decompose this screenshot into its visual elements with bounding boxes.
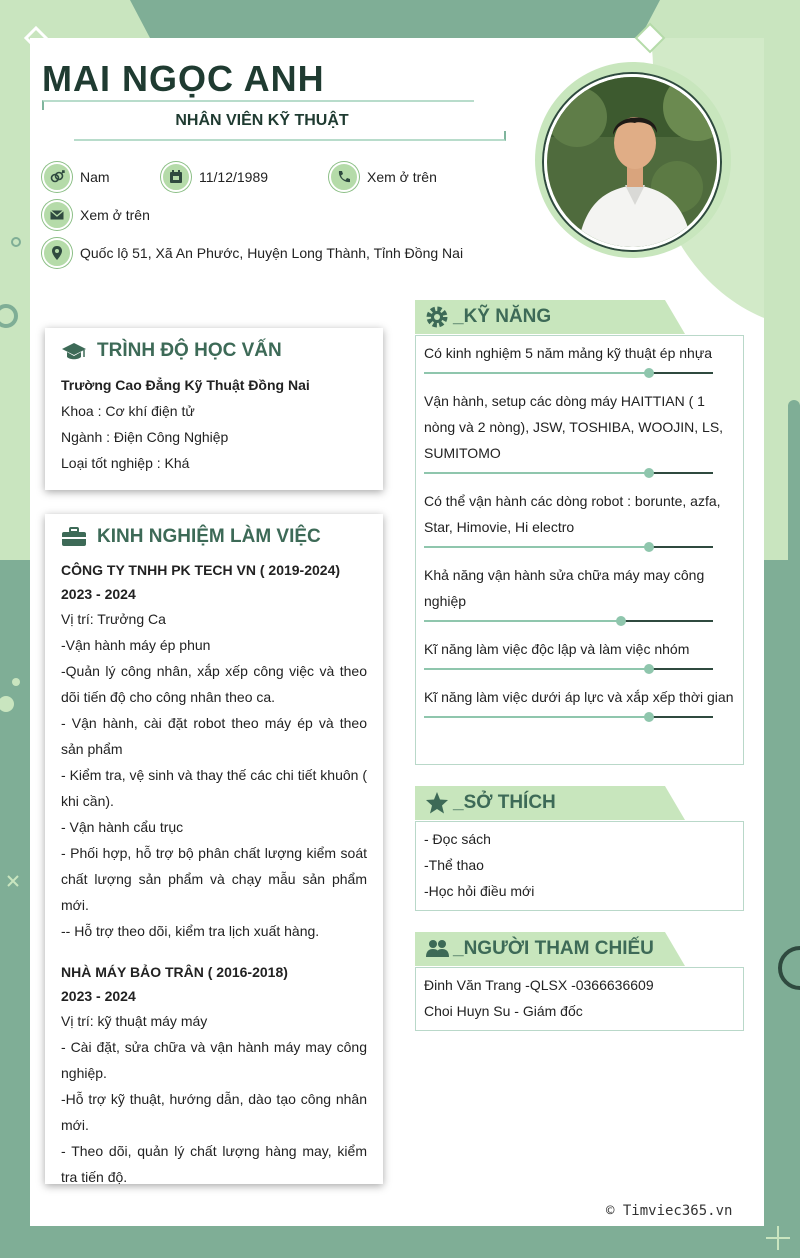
job-duty: - Cài đặt, sửa chữa và vận hành máy may công nghiệp. bbox=[61, 1039, 367, 1081]
info-email bbox=[42, 200, 150, 230]
references-header bbox=[415, 932, 744, 966]
hobbies-header bbox=[415, 786, 744, 820]
skill-label: Khả năng vận hành sửa chữa máy may công nghiệp bbox=[424, 567, 705, 609]
mail-icon bbox=[42, 200, 72, 230]
info-gender bbox=[42, 162, 110, 192]
job-duty: - Vận hành cẩu trục bbox=[61, 819, 184, 835]
info-phone bbox=[329, 162, 437, 192]
skill-bar bbox=[424, 366, 713, 380]
phone-value: Xem ở trên bbox=[367, 169, 437, 185]
skills-header bbox=[415, 300, 744, 334]
birthday-value: 11/12/1989 bbox=[199, 169, 269, 185]
job-duty: -Vận hành máy ép phun bbox=[61, 637, 211, 653]
job-duty: -- Hỗ trợ theo dõi, kiểm tra lịch xuất hàng. bbox=[61, 923, 320, 939]
education-grade: Loại tốt nghiệp : Khá bbox=[61, 455, 190, 471]
job-position: Vị trí: kỹ thuật máy máy bbox=[61, 1013, 208, 1029]
job-period: 2023 - 2024 bbox=[61, 988, 136, 1004]
job-title: NHÂN VIÊN KỸ THUẬT bbox=[175, 112, 349, 129]
references-box bbox=[415, 967, 744, 1031]
job-duty: -Quản lý công nhân, xắp xếp công việc và theo dõi tiến độ cho công nhân theo ca. bbox=[61, 663, 367, 705]
avatar bbox=[544, 74, 720, 250]
skill-bar bbox=[424, 710, 713, 724]
experience-card bbox=[45, 514, 383, 1184]
skill-bar-fill bbox=[424, 472, 649, 474]
skill-bar bbox=[424, 540, 713, 554]
star-icon bbox=[425, 791, 451, 815]
title-divider-top bbox=[42, 100, 474, 110]
skill-bar bbox=[424, 466, 713, 480]
skills-heading-text: _KỸ NĂNG bbox=[453, 306, 552, 327]
candidate-name: MAI NGỌC ANH bbox=[42, 58, 325, 99]
hobbies-heading-text: _SỞ THÍCH bbox=[453, 792, 556, 813]
job-duty: - Kiểm tra, vệ sinh và thay thế các chi tiết khuôn ( khi cần). bbox=[61, 767, 367, 809]
skill-label: Có thể vận hành các dòng robot : borunte, azfa, Star, Himovie, Hi electro bbox=[424, 493, 721, 535]
job-duty: - Vận hành, cài đặt robot theo máy ép và theo sản phẩm bbox=[61, 715, 367, 757]
experience-heading bbox=[61, 526, 367, 548]
graduation-cap-icon bbox=[61, 340, 87, 362]
skill-label: Có kinh nghiệm 5 năm mảng kỹ thuật ép nhựa bbox=[424, 345, 712, 361]
job-duty: - Theo dõi, quản lý chất lượng hàng may, kiểm tra tiến độ. bbox=[61, 1143, 367, 1185]
job-company: NHÀ MÁY BẢO TRÂN ( 2016-2018) bbox=[61, 964, 288, 980]
skill-label: Vận hành, setup các dòng máy HAITTIAN ( 1 nòng và 2 nòng), JSW, TOSHIBA, WOOJIN, LS, SUMITOMO bbox=[424, 393, 724, 461]
skill-bar-fill bbox=[424, 372, 649, 374]
skill-bar-fill bbox=[424, 716, 649, 718]
skill-bar-handle bbox=[644, 712, 654, 722]
calendar-icon bbox=[161, 162, 191, 192]
title-divider-bottom bbox=[74, 131, 506, 141]
job-position: Vị trí: Trưởng Ca bbox=[61, 611, 166, 627]
education-heading bbox=[61, 340, 367, 362]
skill-label: Kĩ năng làm việc độc lập và làm việc nhóm bbox=[424, 641, 690, 657]
references-heading bbox=[425, 937, 654, 961]
info-address bbox=[42, 238, 463, 268]
skill-bar-handle bbox=[644, 468, 654, 478]
gear-icon bbox=[425, 305, 451, 329]
email-value: Xem ở trên bbox=[80, 207, 150, 223]
users-icon bbox=[425, 937, 451, 961]
skill-bar-fill bbox=[424, 546, 649, 548]
briefcase-icon bbox=[61, 526, 87, 548]
education-school: Trường Cao Đẳng Kỹ Thuật Đồng Nai bbox=[61, 377, 310, 393]
hobby-item: - Đọc sách bbox=[424, 831, 491, 847]
reference-item: Đinh Văn Trang -QLSX -0366636609 bbox=[424, 977, 654, 993]
hobbies-heading bbox=[425, 791, 556, 815]
info-birthday bbox=[161, 162, 268, 192]
job-company: CÔNG TY TNHH PK TECH VN ( 2019-2024) bbox=[61, 562, 341, 578]
skill-bar-handle bbox=[644, 368, 654, 378]
skill-bar-handle bbox=[644, 542, 654, 552]
skill-bar bbox=[424, 662, 713, 676]
gender-value: Nam bbox=[80, 169, 110, 185]
skill-bar-handle bbox=[644, 664, 654, 674]
footer-brand: © Timviec365.vn bbox=[606, 1203, 733, 1219]
phone-icon bbox=[329, 162, 359, 192]
location-pin-icon bbox=[42, 238, 72, 268]
job-duty: - Phối hợp, hỗ trợ bộ phân chất lượng kiểm soát chất lượng sản phẩm và chạy mẫu sản phẩm mới. bbox=[61, 845, 367, 913]
education-faculty: Khoa : Cơ khí điện tử bbox=[61, 403, 195, 419]
hobby-item: -Thể thao bbox=[424, 857, 484, 873]
skill-bar-fill bbox=[424, 620, 621, 622]
gender-icon bbox=[42, 162, 72, 192]
skill-label: Kĩ năng làm việc dưới áp lực và xắp xếp thời gian bbox=[424, 689, 734, 705]
education-card bbox=[45, 328, 383, 490]
job-duty: -Hỗ trợ kỹ thuật, hướng dẫn, dào tạo công nhân mới. bbox=[61, 1091, 367, 1133]
references-heading-text: _NGƯỜI THAM CHIẾU bbox=[453, 938, 654, 959]
hobbies-box bbox=[415, 821, 744, 911]
reference-item: Choi Huyn Su - Giám đốc bbox=[424, 1003, 583, 1019]
education-heading-text: TRÌNH ĐỘ HỌC VẤN bbox=[97, 340, 282, 361]
skill-bar-handle bbox=[616, 616, 626, 626]
skills-heading bbox=[425, 305, 551, 329]
address-value: Quốc lộ 51, Xã An Phước, Huyện Long Thành, Tỉnh Đồng Nai bbox=[80, 245, 464, 261]
education-major: Ngành : Điện Công Nghiệp bbox=[61, 429, 229, 445]
skill-bar-fill bbox=[424, 668, 649, 670]
skills-box bbox=[415, 335, 744, 765]
skill-bar bbox=[424, 614, 713, 628]
hobby-item: -Học hỏi điều mới bbox=[424, 883, 535, 899]
job-period: 2023 - 2024 bbox=[61, 586, 136, 602]
experience-heading-text: KINH NGHIỆM LÀM VIỆC bbox=[97, 526, 321, 547]
